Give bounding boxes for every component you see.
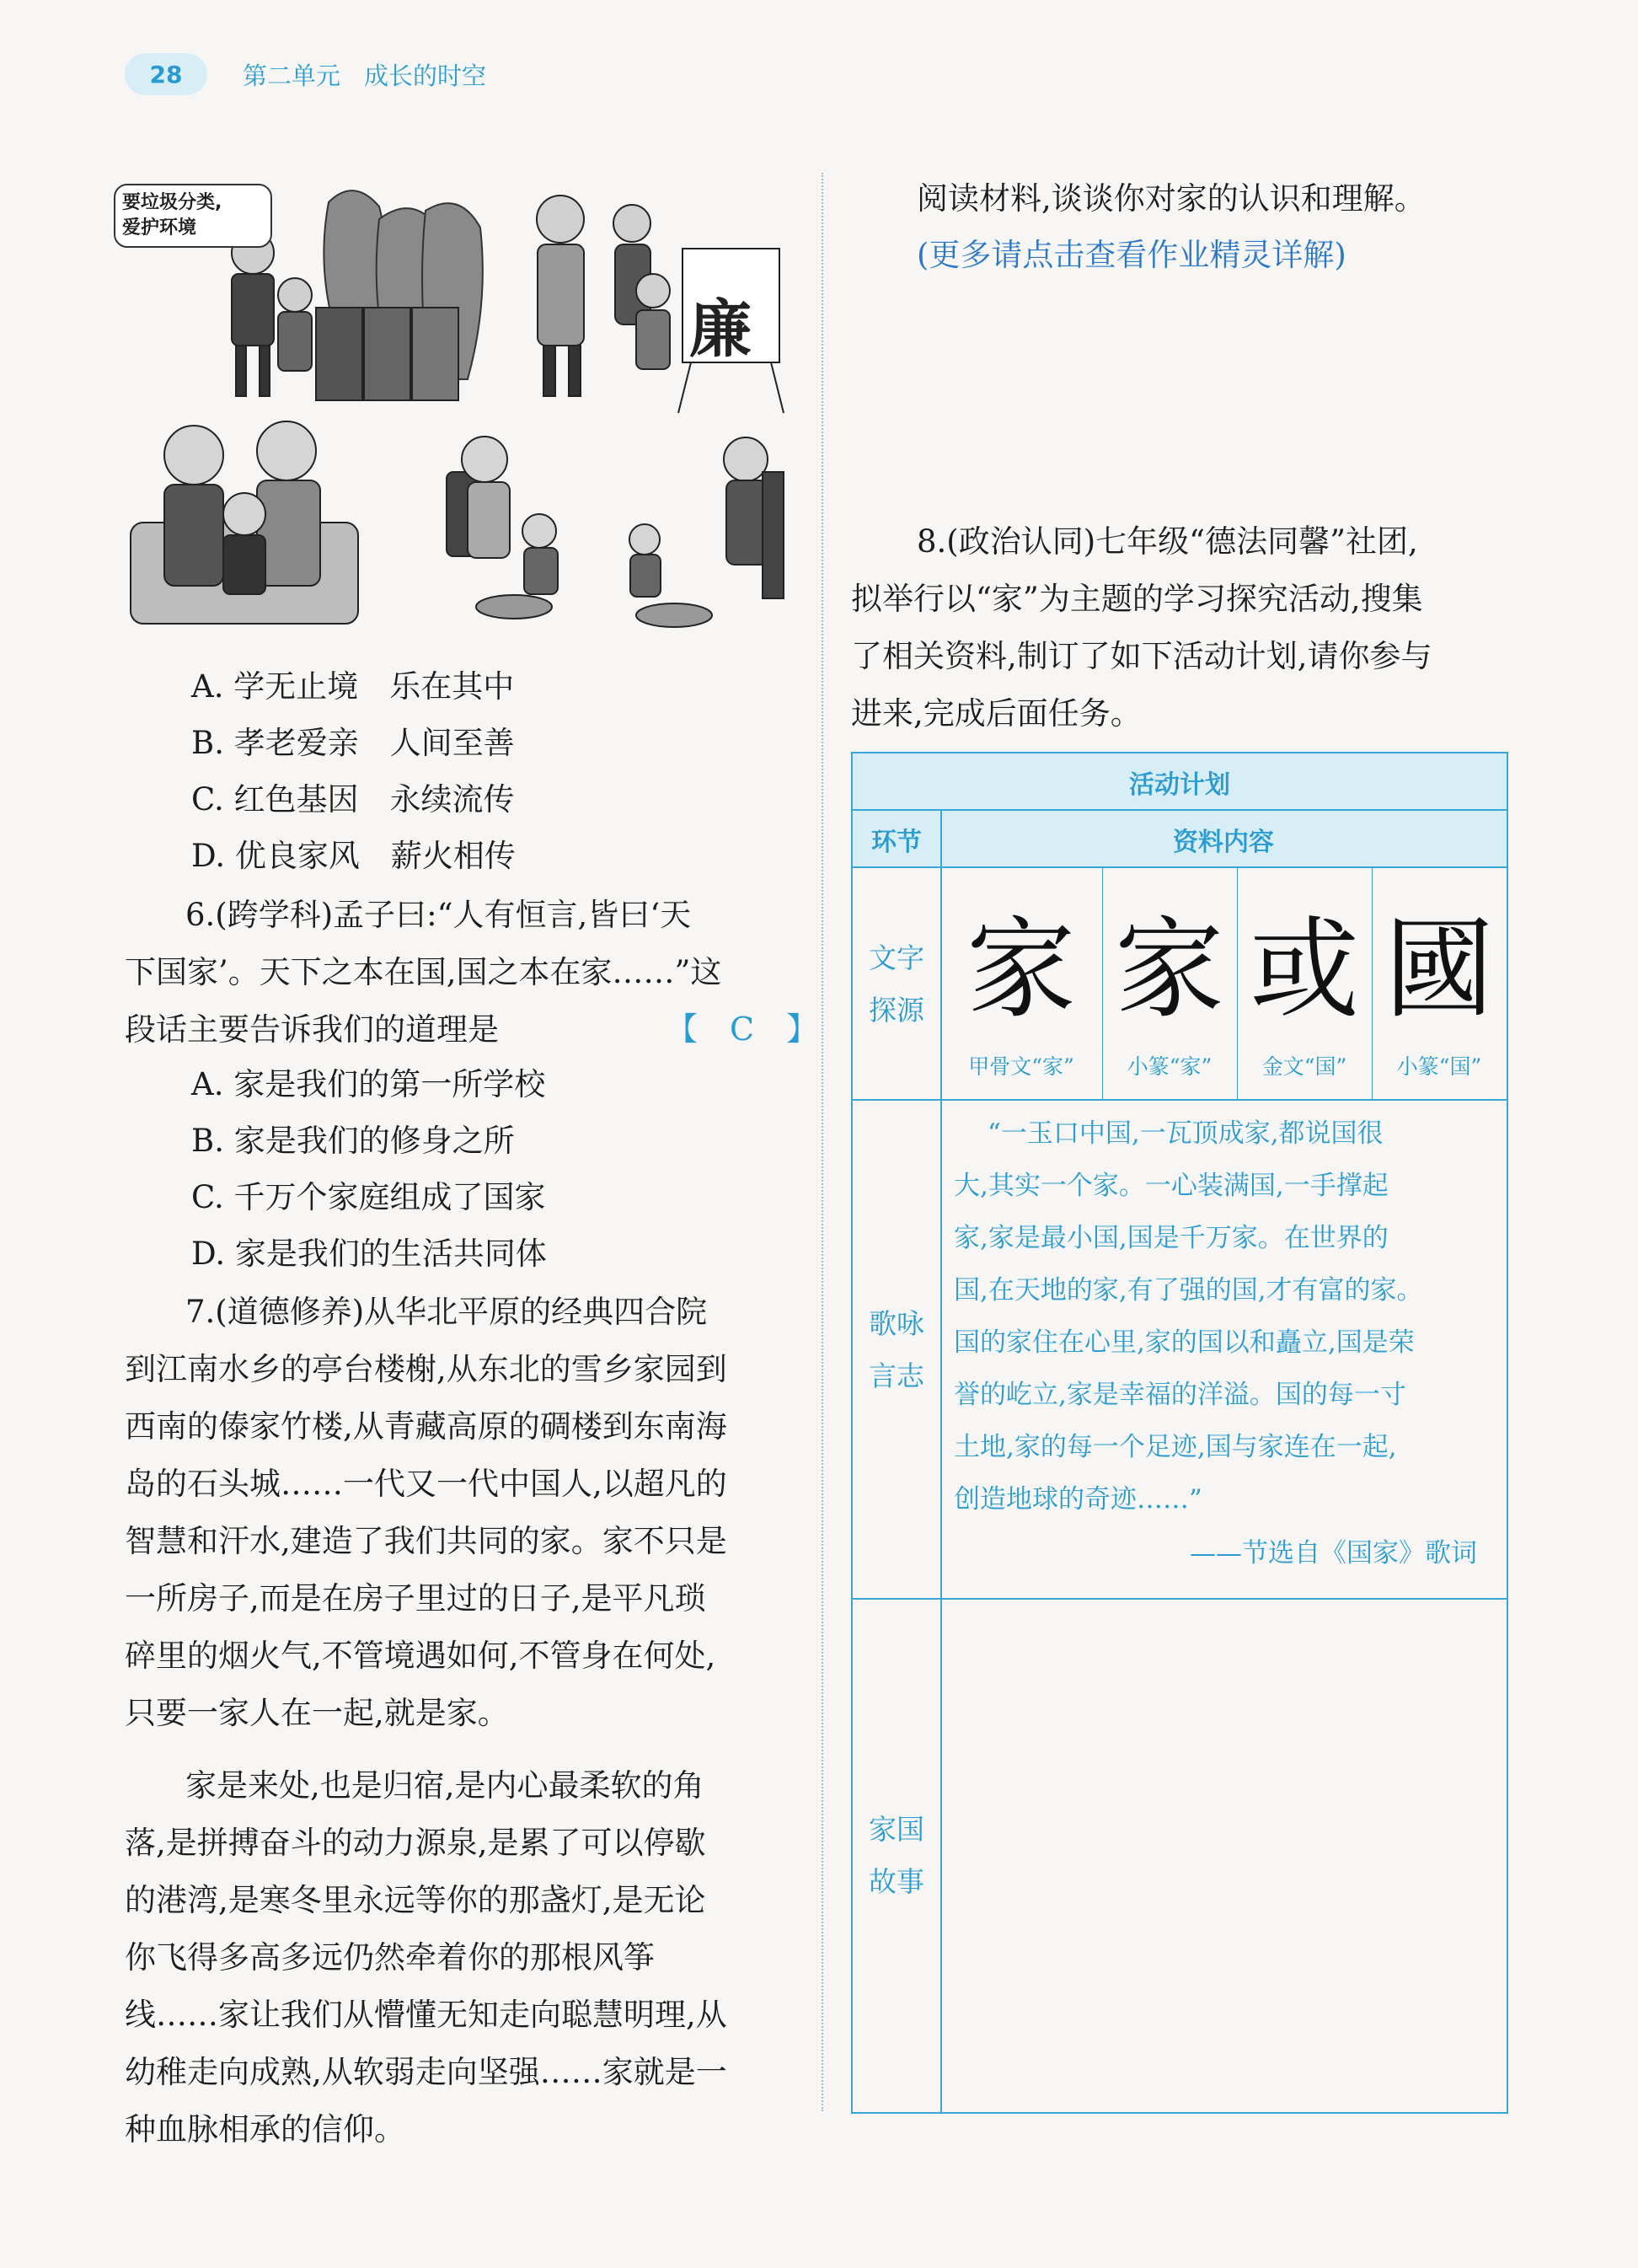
- q5-option-c: C. 红色基因 永续流传: [191, 781, 515, 818]
- lyric-line: 创造地球的奇迹……”: [954, 1484, 1202, 1515]
- q5-option-d: D. 优良家风 薪火相传: [191, 838, 516, 874]
- col-header-content: 资料内容: [1173, 828, 1274, 857]
- q7-task: 阅读材料,谈谈你对家的认识和理解。: [917, 180, 1426, 217]
- bubble-line: 爱护环境: [122, 217, 197, 239]
- q7-line: 7.(道德修养)从华北平原的经典四合院: [185, 1294, 708, 1330]
- lyric-line: 誉的屹立,家是幸福的洋溢。国的每一寸: [954, 1380, 1406, 1410]
- q7-line: 岛的石头城……一代又一代中国人,以超凡的: [125, 1466, 727, 1502]
- q7-line: 落,是拼搏奋斗的动力源泉,是累了可以停歇: [125, 1825, 706, 1861]
- lyric-line: 国,在天地的家,有了强的国,才有富的家。: [954, 1275, 1423, 1306]
- q7-line: 的港湾,是寒冬里永远等你的那盏灯,是无论: [125, 1882, 706, 1918]
- q7-line: 到江南水乡的亭台楼榭,从东北的雪乡家园到: [125, 1351, 727, 1387]
- oracle-jia-glyph: 家: [966, 904, 1076, 1033]
- row-label-line: 家国: [869, 1813, 924, 1846]
- more-details-link[interactable]: (更多请点击查看作业精灵详解): [917, 237, 1346, 273]
- q8-line: 拟举行以“家”为主题的学习探究活动,搜集: [851, 581, 1423, 617]
- page-number: 28: [125, 53, 207, 95]
- q8-line: 了相关资料,制订了如下活动计划,请你参与: [851, 638, 1432, 674]
- glyph-caption: 小篆“家”: [1127, 1054, 1212, 1079]
- row-label-etymology: [853, 868, 940, 1101]
- lyric-line: 土地,家的每一个足迹,国与家连在一起,: [954, 1432, 1397, 1462]
- lyric-line: 国的家住在心里,家的国以和矗立,国是荣: [954, 1327, 1415, 1358]
- q7-line: 种血脉相承的信仰。: [125, 2111, 405, 2147]
- q5-option-b: B. 孝老爱亲 人间至善: [191, 725, 515, 761]
- recycle-bins-icon: [316, 308, 458, 400]
- column-divider: [822, 173, 823, 2111]
- story-answer-area[interactable]: [942, 1601, 1505, 2110]
- row-label-line: 文字: [869, 941, 924, 974]
- bubble-line: 要垃圾分类,: [122, 192, 222, 213]
- q6-answer: 【 C 】: [666, 1011, 819, 1048]
- seal-guo-glyph: 國: [1384, 904, 1494, 1033]
- row-label-song: [853, 1101, 940, 1600]
- q7-line: 线……家让我们从懵懂无知走向聪慧明理,从: [125, 1997, 727, 2033]
- lyrics-source: ——节选自《国家》歌词: [1190, 1538, 1477, 1568]
- family-reading-icon: [131, 421, 358, 624]
- q7-line: 碎里的烟火气,不管境遇如何,不管身在何处,: [125, 1638, 716, 1674]
- q6-option-c: C. 千万个家庭组成了国家: [191, 1179, 546, 1215]
- q7-line: 你飞得多高多远仍然牵着你的那根风筝: [125, 1939, 655, 1976]
- row-label-line: 故事: [869, 1865, 924, 1898]
- glyph-caption: 甲骨文“家”: [968, 1054, 1074, 1079]
- q6-option-a: A. 家是我们的第一所学校: [191, 1066, 546, 1102]
- q8-line: 进来,完成后面任务。: [851, 695, 1142, 732]
- page-header: [125, 51, 486, 98]
- easel-character: 廉: [689, 293, 752, 366]
- unit-label: 第二单元: [243, 61, 341, 90]
- q6-line: 下国家’。天下之本在国,国之本在家……”这: [125, 954, 722, 990]
- glyph-caption: 金文“国”: [1261, 1054, 1347, 1079]
- lyric-line: 大,其实一个家。一心装满国,一手撑起: [954, 1171, 1389, 1201]
- unit-title: 成长的时空: [364, 61, 487, 90]
- q6-line: 段话主要告诉我们的道理是: [125, 1011, 499, 1048]
- table-title: 活动计划: [1129, 770, 1230, 800]
- family-sorting-trash-icon: [232, 232, 312, 396]
- lyric-line: “一玉口中国,一瓦顶成家,都说国很: [988, 1118, 1384, 1149]
- q5-option-a: A. 学无止境 乐在其中: [191, 668, 515, 705]
- washing-feet-icon: [447, 437, 784, 627]
- q7-line: 一所房子,而是在房子里过的日子,是平凡琐: [125, 1580, 706, 1617]
- seal-jia-glyph: 家: [1114, 904, 1224, 1033]
- col-header-stage: 环节: [871, 828, 922, 857]
- q7-line: 幼稚走向成熟,从软弱走向坚强……家就是一: [125, 2054, 727, 2090]
- q7-line: 只要一家人在一起,就是家。: [125, 1695, 509, 1731]
- q6-option-b: B. 家是我们的修身之所: [191, 1123, 515, 1159]
- activity-plan-table: [851, 752, 1508, 2114]
- speech-bubble: [114, 184, 272, 248]
- q8-line: 8.(政治认同)七年级“德法同馨”社团,: [917, 523, 1418, 560]
- row-label-line: 言志: [869, 1359, 924, 1392]
- glyph-caption: 小篆“国”: [1396, 1054, 1482, 1079]
- q7-line: 家是来处,也是归宿,是内心最柔软的角: [185, 1767, 704, 1804]
- bronze-guo-glyph: 或: [1249, 904, 1359, 1033]
- q7-line: 智慧和汗水,建造了我们共同的家。家不只是: [125, 1523, 727, 1559]
- q7-line: 西南的傣家竹楼,从青藏高原的碉楼到东南海: [125, 1408, 727, 1445]
- lyric-line: 家,家是最小国,国是千万家。在世界的: [954, 1223, 1389, 1253]
- row-label-story: [853, 1600, 940, 2112]
- q6-option-d: D. 家是我们的生活共同体: [191, 1236, 547, 1272]
- row-label-line: 探源: [869, 994, 924, 1027]
- row-label-line: 歌咏: [869, 1307, 924, 1340]
- q6-line: 6.(跨学科)孟子曰:“人有恒言,皆曰‘天: [185, 897, 692, 933]
